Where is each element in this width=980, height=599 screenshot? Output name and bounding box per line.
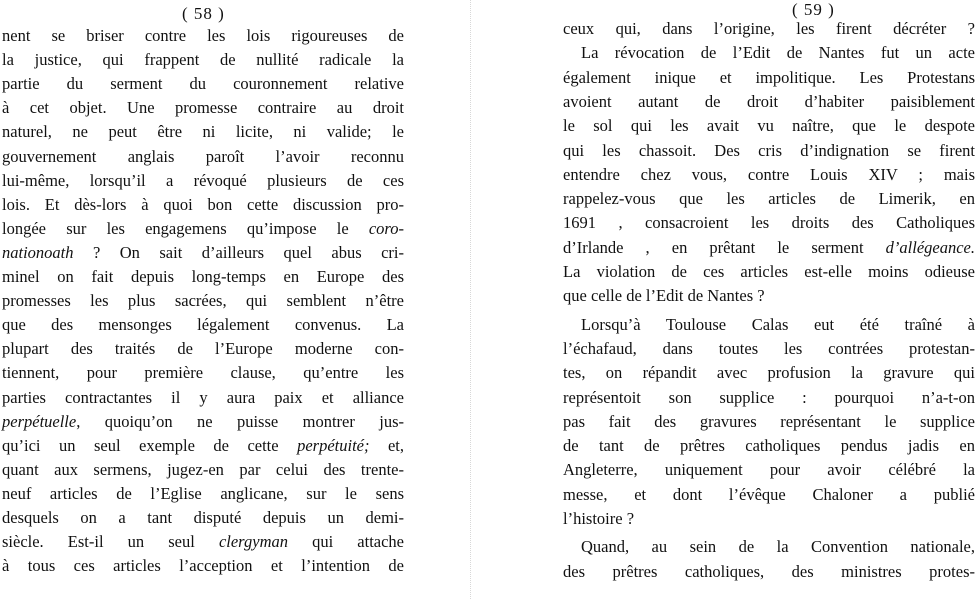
left-page — [0, 0, 428, 599]
text-line: Lorsqu’à Toulouse Calas eut été traîné à — [581, 314, 975, 334]
italic-term: nationoath — [2, 242, 74, 262]
text-line: plupart des traités de l’Europe moderne con- — [2, 339, 404, 359]
text-line: entendre chez vous, contre Louis XIV ; mais — [563, 164, 975, 184]
page-number: ( 58 ) — [182, 4, 225, 23]
text-line: l’histoire ? — [563, 509, 635, 528]
text-line: à tous ces articles l’acception et l’intention de — [2, 556, 404, 576]
text-line: La révocation de l’Edit de Nantes fut un acte — [581, 43, 975, 63]
text-line: tiennent, pour première clause, qu’entre les — [2, 363, 404, 383]
text-line: de tant de prêtres catholiques pendus jadis en — [563, 436, 975, 456]
text-line: desquels on a tant disputé depuis un demi- — [2, 508, 404, 527]
text-line: pas fait des gravures représentant le supplice — [563, 411, 975, 431]
text-line: tes, on répandit avec profusion la gravure qui — [563, 363, 975, 383]
text-line: parties contractantes il y aura paix et alliance — [2, 387, 404, 407]
text-line: nent se briser contre les lois rigoureuses de — [2, 26, 404, 45]
text-line: le sol qui les avait vu naître, que le despote — [563, 116, 975, 136]
right-page — [560, 0, 980, 599]
text-line: que celle de l’Edit de Nantes ? — [563, 286, 765, 306]
italic-term: d’allégeance. — [885, 237, 975, 257]
text-line: naturel, ne peut être ni licite, ni valide; le — [2, 122, 404, 142]
text-line: perpétuelle, quoiqu’on ne puisse montrer jus- — [2, 411, 404, 431]
text-line: à cet objet. Une promesse contraire au droit — [2, 98, 404, 118]
text-line: lui-même, lorsqu’il a révoqué plusieurs de ces — [2, 170, 404, 190]
text-line: gouvernement anglais paroît l’avoir reconnu — [2, 146, 404, 166]
text-line: siècle. Est-il un seul clergyman qui attache — [2, 532, 404, 552]
text-line: rappelez-vous que les articles de Limerik, en — [563, 189, 975, 209]
text-line: minel on fait depuis long-temps en Europe des — [2, 267, 404, 286]
page-number: ( 59 ) — [792, 0, 835, 19]
italic-term: clergyman — [218, 532, 288, 552]
text-line: quant aux sermens, jugez-en par celui des trente- — [2, 459, 404, 479]
text-line: Quand, au sein de la Convention nationale, — [581, 537, 975, 557]
text-line: neuf articles de l’Eglise anglicane, sur le sens — [2, 483, 404, 503]
text-line: représentoit son supplice : pourquoi n’a-t-on — [563, 387, 975, 407]
text-line: l’échafaud, dans toutes les contrées protestan- — [563, 338, 975, 358]
text-line: promesses les plus sacrées, qui semblent n’être — [2, 291, 404, 311]
italic-term: perpétuité; — [297, 435, 370, 455]
text-line: avoient autant de droit d’habiter paisiblement — [563, 91, 975, 111]
text-line: la justice, qui frappent de nullité radicale la — [2, 50, 404, 70]
text-line: également inique et impolitique. Les Protestans — [563, 67, 975, 87]
text-line: qui les chassoit. Des cris d’indignation se firent — [563, 140, 975, 160]
text-line: longée sur les engagemens qu’impose le coro- — [2, 218, 404, 238]
italic-term: coro- — [368, 218, 404, 238]
text-line: lois. Et dès-lors à quoi bon cette discussion pro- — [2, 194, 404, 214]
text-line: des prêtres catholiques, des ministres protes- — [563, 561, 975, 581]
text-line: messe, et dont l’évêque Chaloner a publié — [563, 484, 975, 504]
text-line: que des mensonges légalement convenus. La — [2, 315, 404, 335]
text-line: La violation de ces articles est-elle moins odieuse — [563, 262, 975, 281]
text-line: d’Irlande , en prêtant le serment d’allégeance. — [563, 237, 975, 257]
text-line: nationoath ? On sait d’ailleurs quel abus cri- — [2, 242, 404, 262]
text-line: qu’ici un seul exemple de cette perpétuité; et, — [2, 435, 404, 455]
italic-term: perpétuelle — [2, 411, 77, 431]
text-line: ceux qui, dans l’origine, les firent décréter ? — [563, 19, 975, 38]
text-line: Angleterre, uniquement pour avoir célébré la — [563, 460, 975, 480]
text-line: partie du serment du couronnement relative — [2, 74, 404, 94]
text-line: 1691 , consacroient les droits des Catholiques — [563, 213, 975, 233]
page-gutter — [470, 0, 471, 599]
